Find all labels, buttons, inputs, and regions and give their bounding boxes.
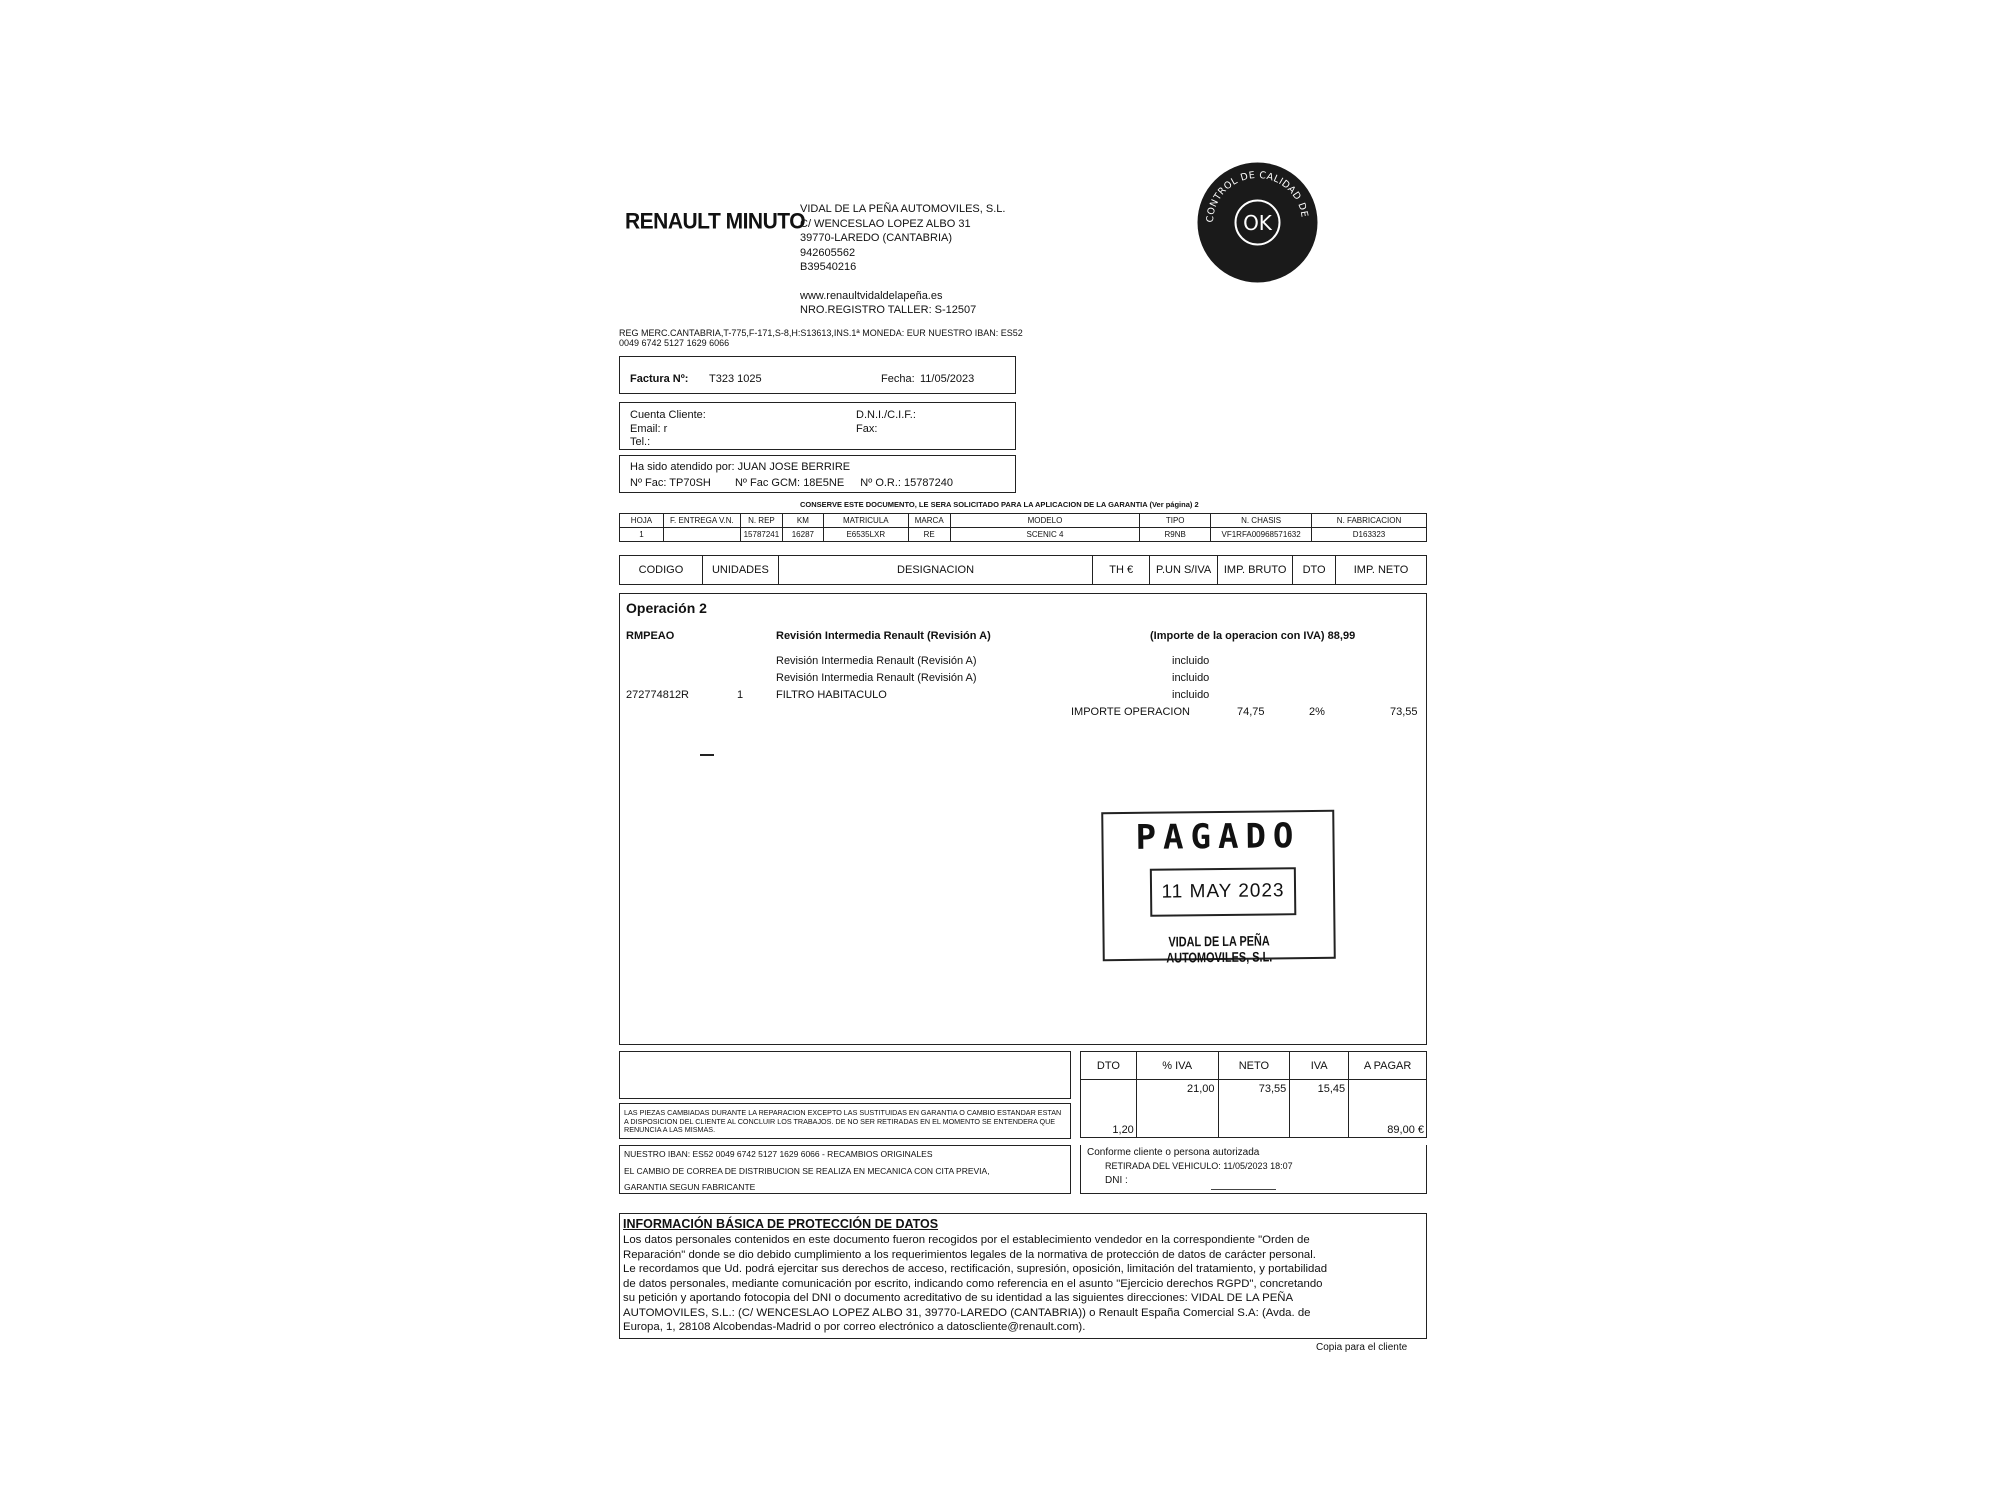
vv-chasis: VF1RFA00968571632 — [1211, 528, 1312, 542]
operation-body — [619, 593, 1427, 1045]
totals-h-iva: IVA — [1290, 1052, 1349, 1080]
vv-entrega — [663, 528, 740, 542]
operation-gross: 74,75 — [1237, 706, 1265, 718]
totals-neto: 73,55 — [1218, 1080, 1290, 1138]
privacy-line: Europa, 1, 28108 Alcobendas-Madrid o por correo electrónico a datoscliente@renault.com). — [623, 1321, 1086, 1333]
attended-name: JUAN JOSE BERRIRE — [737, 461, 851, 473]
vh-marca: MARCA — [908, 514, 950, 528]
customer-account-label: Cuenta Cliente: — [630, 409, 706, 421]
line-status: incluido — [1172, 655, 1210, 667]
totals-dto: 1,20 — [1081, 1080, 1137, 1138]
invoice-box — [619, 356, 1016, 394]
nfac-value: TP70SH — [669, 477, 711, 489]
totals-h-neto: NETO — [1218, 1052, 1290, 1080]
copy-note: Copia para el cliente — [1316, 1342, 1408, 1353]
totals-h-dto: DTO — [1081, 1052, 1137, 1080]
customer-dni-label: D.N.I./C.I.F.: — [856, 409, 916, 421]
footer-blank-box — [619, 1051, 1071, 1099]
bank-note: NUESTRO IBAN: ES52 0049 6742 5127 1629 6066 - RECAMBIOS ORIGINALES — [624, 1149, 933, 1159]
invoice-date: 11/05/2023 — [920, 373, 975, 385]
privacy-text — [623, 1233, 1327, 1335]
parts-note: LAS PIEZAS CAMBIADAS DURANTE LA REPARACION EXCEPTO LAS SUSTITUIDAS EN GARANTIA O CAMBIO ESTANDAR ESTAN A DISPOSICION DEL CLIENTE AL CONCLUIR LOS TRABAJOS. DE NO SER RETIRADAS EN EL MOMENTO SE ENTENDERA QUE RENUNCIA A LAS MISMAS. — [624, 1108, 1062, 1134]
list-item — [626, 671, 1426, 688]
operation-name: Revisión Intermedia Renault (Revisión A) — [776, 630, 991, 642]
operation-total-label: (Importe de la operacion con IVA) — [1150, 630, 1325, 642]
vv-hoja: 1 — [620, 528, 664, 542]
vh-km: KM — [782, 514, 823, 528]
totals-table — [1080, 1051, 1427, 1138]
list-item — [626, 688, 1426, 705]
totals-iva: 15,45 — [1290, 1080, 1349, 1138]
operation-discount: 2% — [1309, 706, 1325, 718]
dealer-city: 39770-LAREDO (CANTABRIA) — [800, 232, 953, 244]
totals-h-a-pagar: A PAGAR — [1349, 1052, 1427, 1080]
paid-stamp-date: 11 MAY 2023 — [1150, 867, 1296, 917]
totals-iva-pct: 21,00 — [1136, 1080, 1218, 1138]
gcm-value: 18E5NE — [803, 477, 845, 489]
vehicle-header-row — [620, 514, 1427, 528]
line-status: incluido — [1172, 689, 1210, 701]
parts-note-box — [619, 1103, 1071, 1139]
signature-label: Conforme cliente o persona autorizada — [1087, 1147, 1260, 1158]
dni-label: DNI : — [1105, 1175, 1128, 1186]
col-designacion: DESIGNACION — [778, 556, 1092, 585]
list-item — [626, 654, 1426, 671]
vh-chasis: N. CHASIS — [1211, 514, 1312, 528]
dealer-street: C/ WENCESLAO LOPEZ ALBO 31 — [800, 217, 971, 230]
operation-code: RMPEAO — [626, 630, 675, 642]
line-units: 1 — [737, 689, 744, 701]
vh-entrega: F. ENTREGA V.N. — [663, 514, 740, 528]
col-imp-neto: IMP. NETO — [1336, 556, 1427, 585]
vv-km: 16287 — [782, 528, 823, 542]
privacy-box — [619, 1213, 1427, 1339]
or-label: Nº O.R.: — [860, 477, 901, 489]
paid-stamp-title: PAGADO — [1135, 816, 1301, 858]
col-dto: DTO — [1293, 556, 1336, 585]
vehicle-table — [619, 513, 1427, 542]
quality-seal — [1195, 160, 1320, 285]
customer-email: r — [663, 422, 668, 435]
operation-summary-label: IMPORTE OPERACION — [1071, 706, 1190, 718]
totals-a-pagar: 89,00 € — [1349, 1080, 1427, 1138]
privacy-line: de datos personales, mediante comunicación por escrito, indicando como referencia en el asunto "Ejercicio derechos RGPD", concretando — [623, 1277, 1323, 1290]
dealer-name: VIDAL DE LA PEÑA AUTOMOVILES, S.L. — [800, 203, 1006, 215]
privacy-title: INFORMACIÓN BÁSICA DE PROTECCIÓN DE DATOS — [623, 1217, 939, 1231]
registry-line: REG MERC.CANTABRIA,T-775,F-171,S-8,H:S13613,INS.1ª MONEDA: EUR NUESTRO IBAN: ES52 0049 6742 5127 1629 6066 — [619, 328, 1023, 348]
or-value: 15787240 — [904, 477, 953, 489]
vehicle-value-row — [620, 528, 1427, 542]
totals-h-iva-pct: % IVA — [1136, 1052, 1218, 1080]
privacy-line: AUTOMOVILES, S.L.: (C/ WENCESLAO LOPEZ ALBO 31, 39770-LAREDO (CANTABRIA)) o Renault España Comercial S.A: (Avda. de — [623, 1306, 1311, 1319]
operation-net: 73,55 — [1390, 706, 1418, 718]
totals-header-row — [1081, 1052, 1427, 1080]
line-desc: Revisión Intermedia Renault (Revisión A) — [776, 655, 977, 667]
invoice-date-label: Fecha: — [881, 373, 915, 385]
dealer-phone: 942605562 — [800, 246, 856, 259]
privacy-line: su petición y aportando fotocopia del DNI o documento acreditativo de su identidad a las siguientes direcciones: VIDAL DE LA PEÑA — [623, 1292, 1294, 1304]
invoice-number-label: Factura Nº: — [630, 373, 689, 385]
vv-marca: RE — [908, 528, 950, 542]
vh-matricula: MATRICULA — [823, 514, 908, 528]
line-desc: Revisión Intermedia Renault (Revisión A) — [776, 672, 977, 684]
vv-matricula: E6535LXR — [823, 528, 908, 542]
gcm-label: Nº Fac GCM: — [734, 477, 801, 489]
vh-tipo: TIPO — [1140, 514, 1211, 528]
vv-modelo: SCENIC 4 — [950, 528, 1140, 542]
dealer-web: www.renaultvidaldelapeña.es — [800, 289, 943, 302]
operation-total: 88,99 — [1327, 630, 1356, 642]
customer-fax-label: Fax: — [856, 422, 878, 435]
vv-tipo: R9NB — [1140, 528, 1211, 542]
col-th: TH € — [1093, 556, 1150, 585]
privacy-line: Le recordamos que Ud. podrá ejercitar sus derechos de acceso, rectificación, supresión, oposición, limitación del tratamiento, y portabilidad — [623, 1263, 1328, 1275]
signature-line — [1211, 1189, 1276, 1190]
line-columns-header — [619, 555, 1427, 585]
bank-note-box — [619, 1145, 1071, 1194]
svg-text:CONTROL DE CALIDAD DE LA REPAR: CONTROL DE CALIDAD DE — [1204, 169, 1310, 223]
line-code: 272774812R — [626, 689, 690, 701]
vh-modelo: MODELO — [950, 514, 1140, 528]
dealer-registry: NRO.REGISTRO TALLER: S-12507 — [800, 304, 977, 316]
invoice-number: T323 1025 — [709, 373, 762, 385]
customer-box — [619, 402, 1016, 450]
customer-email-label: Email: — [630, 422, 661, 435]
vv-nrep: 15787241 — [740, 528, 782, 542]
guarantee-note: GARANTIA SEGUN FABRICANTE — [624, 1182, 756, 1192]
dash-mark — [700, 754, 714, 756]
col-imp-bruto: IMP. BRUTO — [1218, 556, 1293, 585]
line-status: incluido — [1172, 672, 1210, 684]
vv-fabricacion: D163323 — [1312, 528, 1427, 542]
vh-nrep: N. REP — [740, 514, 782, 528]
operation-title: Operación 2 — [626, 600, 707, 616]
vh-hoja: HOJA — [620, 514, 664, 528]
attended-box — [619, 455, 1016, 493]
dealer-info — [800, 202, 1005, 318]
col-codigo: CODIGO — [620, 556, 703, 585]
vh-fabricacion: N. FABRICACION — [1312, 514, 1427, 528]
paid-stamp — [1101, 810, 1336, 966]
brand-logo: RENAULT MINUTO — [625, 209, 806, 234]
belt-note: EL CAMBIO DE CORREA DE DISTRIBUCION SE REALIZA EN MECANICA CON CITA PREVIA, — [624, 1166, 990, 1176]
signature-box — [1080, 1145, 1427, 1194]
attended-label: Ha sido atendido por: — [630, 461, 735, 473]
customer-tel-label: Tel.: — [630, 436, 651, 448]
paid-stamp-company: VIDAL DE LA PEÑA AUTOMOVILES, S.L. — [1166, 932, 1273, 966]
privacy-line: Los datos personales contenidos en este documento fueron recogidos por el establecimiento vendedor en la correspondiente "Orden de — [623, 1234, 1310, 1246]
totals-value-row — [1081, 1080, 1427, 1138]
nfac-label: Nº Fac: — [630, 477, 667, 489]
col-precio-unitario: P.UN S/IVA — [1150, 556, 1218, 585]
line-desc: FILTRO HABITACULO — [776, 689, 887, 701]
dealer-tax-id: B39540216 — [800, 261, 857, 273]
ok-mark: OK — [1243, 211, 1272, 235]
col-unidades: UNIDADES — [702, 556, 778, 585]
retired-vehicle: RETIRADA DEL VEHICULO: 11/05/2023 18:07 — [1105, 1161, 1293, 1171]
privacy-line: Reparación" donde se dio debido cumplimiento a los requerimientos legales de la normativa de protección de datos de carácter personal. — [623, 1248, 1316, 1261]
warranty-note: CONSERVE ESTE DOCUMENTO, LE SERA SOLICITADO PARA LA APLICACION DE LA GARANTIA (Ver página) 2 — [800, 500, 1199, 509]
